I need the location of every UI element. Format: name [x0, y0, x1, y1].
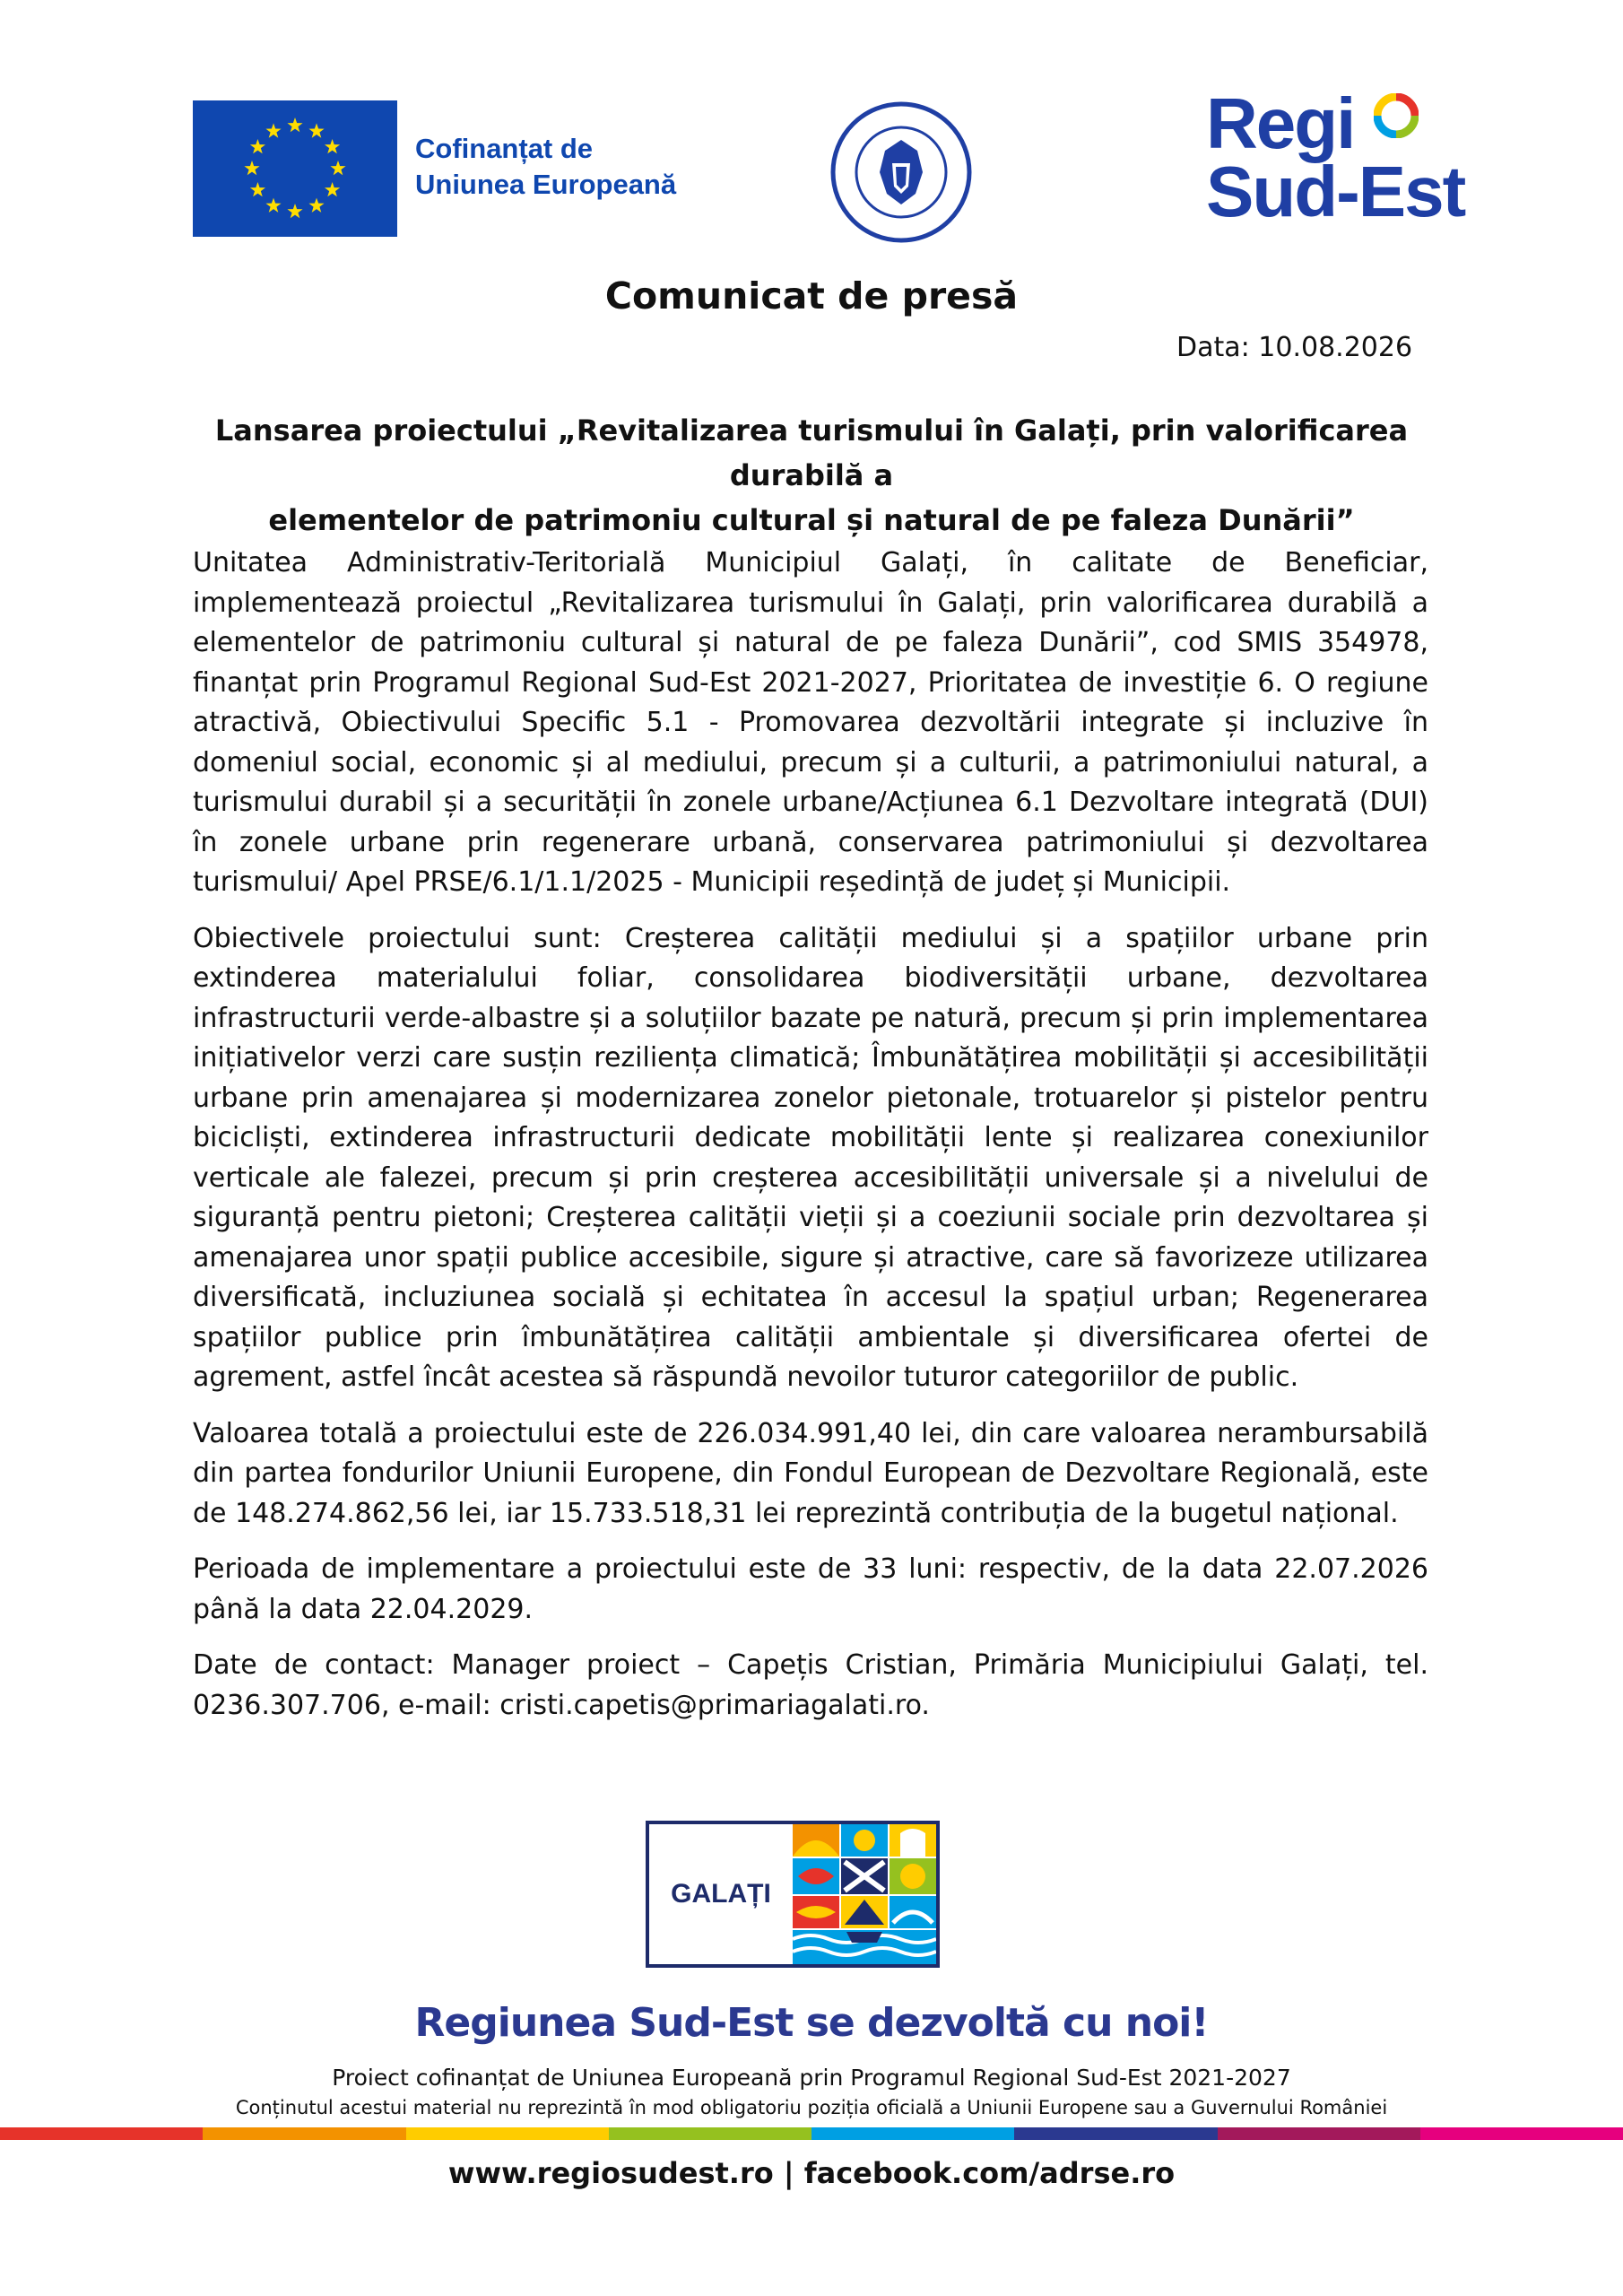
- eu-star-icon: [265, 123, 281, 137]
- stripe-segment: [609, 2127, 812, 2140]
- regio-sud-est-logo: [1206, 83, 1465, 231]
- paragraph-contact: Date de contact: Manager proiect – Capețis Cristian, Primăria Municipiului Galați, tel. 0236.307.706, e-mail: cristi.capetis@primariagalati.ro.: [193, 1649, 1428, 1721]
- government-seal-logo: [829, 100, 973, 244]
- eu-star-icon: [250, 182, 265, 196]
- galati-logo: [646, 1821, 940, 1968]
- paragraph-value: Valoarea totală a proiectului este de 226.034.991,40 lei, din care valoarea nerambursabilă din partea fondurilor Uniunii Europene, din Fondul European de Dezvoltare Regională, este de 148.274.862,56 lei, iar 15.733.518,31 lei reprezintă contribuția de la bugetul național.: [193, 1417, 1428, 1529]
- eu-cofinance-text: [415, 131, 676, 203]
- paragraph-intro: Unitatea Administrativ-Teritorială Municipiul Galați, în calitate de Beneficiar, implementează proiectul „Revitalizarea turismului în Galați, prin valorificarea durabilă a elementelor de patrimoniu cultural și natural de pe faleza Dunării”, cod SMIS 354978, finanțat prin Programul Regional Sud-Est 2021-2027, Prioritatea de investiție 6. O regiune atractivă, Obiectivului Specific 5.1 - Promovarea dezvoltării integrate și incluzive în domeniul social, economic și al mediului, precum și a culturii, a patrimoniului natural, a turismului durabil și a securității în zonele urbane/Acțiunea 6.1 Dezvoltare integrată (DUI) în zonele urbane prin regenerare urbană, conservarea patrimoniului și dezvoltarea turismului/ Apel PRSE/6.1/1.1/2025 - Municipii reședință de județ și Municipii.: [193, 547, 1428, 898]
- regio-line1: Regi: [1206, 83, 1355, 163]
- eu-text-line1: Cofinanțat de: [415, 133, 594, 164]
- eu-star-icon: [308, 198, 324, 213]
- stripe-segment: [1420, 2127, 1623, 2140]
- stripe-segment: [1218, 2127, 1420, 2140]
- eu-star-icon: [265, 198, 281, 213]
- paragraph-period: Perioada de implementare a proiectului este de 33 luni: respectiv, de la data 22.07.2026 până la data 22.04.2029.: [193, 1553, 1428, 1625]
- eu-star-icon: [287, 204, 302, 218]
- footer-links[interactable]: www.regiosudest.ro | facebook.com/adrse.ro: [447, 2156, 1176, 2190]
- headline-line2: elementelor de patrimoniu cultural și natural de pe faleza Dunării”: [268, 503, 1355, 537]
- eu-flag-logo: [193, 100, 397, 237]
- galati-mosaic-icon: [793, 1824, 936, 1964]
- footer-slogan: Regiunea Sud-Est se dezvoltă cu noi!: [414, 2000, 1209, 2046]
- paragraph-objectives: Obiectivele proiectului sunt: Creșterea calității mediului și a spațiilor urbane prin extinderea materialului foliar, consolidarea biodiversității urbane, dezvoltarea infrastructurii verde-albastre și a soluțiilor bazate pe natură, precum și prin implementarea inițiativelor verzi care susțin reziliența climatică; Îmbunătățirea mobilității și accesibilității urbane prin amenajarea și modernizarea zonelor pietonale, trotuarelor și pistelor pentru bicicliști, extinderea infrastructurii dedicate mobilității lente și realizarea conexiunilor verticale ale falezei, precum și prin creșterea accesibilității universale și a nivelului de siguranță pentru pietoni; Creșterea calității vieții și a coeziunii sociale prin dezvoltarea și amenajarea unor spații publice accesibile, sigure și atractive, care să favorizeze utilizarea diversificată, incluziunea socială și echitatea în accesul la spațiul urban; Regenerarea spațiilor publice prin îmbunătățirea calității ambientale și diversificarea ofertei de agrement, astfel încât acestea să răspundă nevoilor tuturor categoriilor de public.: [193, 922, 1428, 1393]
- regio-color-ring-icon: [1374, 93, 1419, 138]
- eu-star-icon: [330, 161, 345, 175]
- headline-line1: Lansarea proiectului „Revitalizarea turismului în Galați, prin valorificarea durabilă a: [214, 413, 1409, 492]
- stripe-segment: [203, 2127, 405, 2140]
- regio-line2: Sud-Est: [1206, 152, 1465, 231]
- eu-star-icon: [308, 123, 324, 137]
- eu-star-icon: [287, 117, 302, 132]
- stripe-segment: [0, 2127, 203, 2140]
- eu-star-icon: [325, 139, 340, 153]
- stripe-segment: [1014, 2127, 1217, 2140]
- eu-star-icon: [250, 139, 265, 153]
- footer-color-stripe: [0, 2127, 1623, 2140]
- footer-cofinance-note: Proiect cofinanțat de Uniunea Europeană prin Programul Regional Sud-Est 2021-2027: [332, 2065, 1291, 2091]
- footer-disclaimer: Conținutul acestui material nu reprezintă în mod obligatoriu poziția oficială a Uniunii Europene sau a Guvernului României: [235, 2097, 1388, 2118]
- headline: [161, 408, 1462, 543]
- body-text: [193, 544, 1428, 1742]
- eu-star-icon: [244, 161, 259, 175]
- document-date: Data: 10.08.2026: [1176, 332, 1413, 363]
- stripe-segment: [406, 2127, 609, 2140]
- document-title: Comunicat de presă: [604, 274, 1019, 317]
- galati-logo-text: GALAȚI: [671, 1879, 771, 1909]
- eu-star-icon: [325, 182, 340, 196]
- stripe-segment: [812, 2127, 1014, 2140]
- eu-text-line2: Uniunea Europeană: [415, 169, 677, 200]
